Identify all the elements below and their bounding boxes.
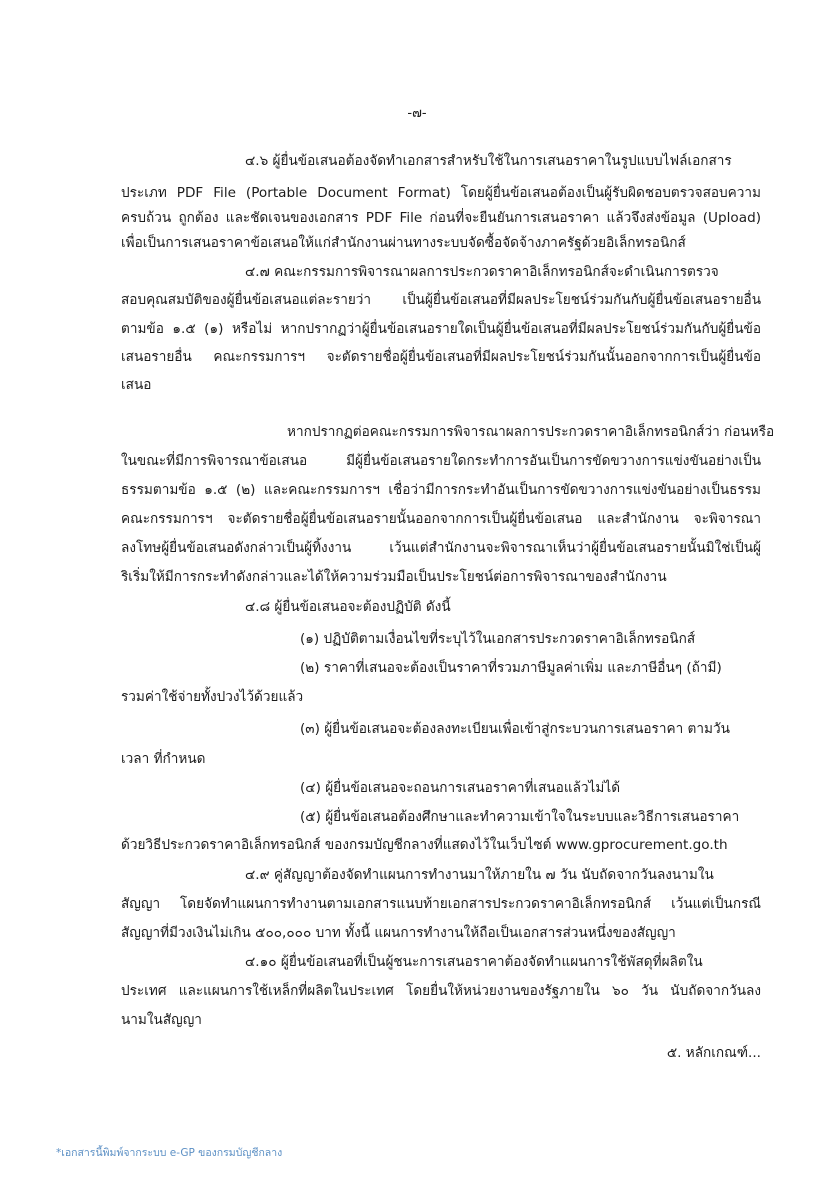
para-4-7-line-2: สอบคุณสมบัติของผู้ยื่นข้อเสนอแต่ละรายว่า เป็นผู้ยื่นข้อเสนอที่มีผลประโยชน์ร่วมกันกับผู้ยื่นข้อเสนอรายอื่น (121, 292, 761, 308)
page-number: -๗- (407, 106, 427, 121)
para-disclosure-line-5: ลงโทษผู้ยื่นข้อเสนอดังกล่าวเป็นผู้ทิ้งงาน เว้นแต่สำนักงานจะพิจารณาเห็นว่าผู้ยื่นข้อเสนอรายนั้นมิใช่เป็นผู้ (121, 540, 761, 556)
para-4-8-item-3: (๓) ผู้ยื่นข้อเสนอจะต้องลงทะเบียนเพื่อเข้าสู่กระบวนการเสนอราคา ตามวัน (300, 721, 730, 737)
footer-note: *เอกสารนี้พิมพ์จากระบบ e-GP ของกรมบัญชีกลาง (56, 1147, 283, 1159)
para-4-8-item-5: (๕) ผู้ยื่นข้อเสนอต้องศึกษาและทำความเข้าใจในระบบและวิธีการเสนอราคา (300, 809, 740, 825)
para-4-8-item-2-cont: รวมค่าใช้จ่ายทั้งปวงไว้ด้วยแล้ว (121, 689, 304, 705)
para-disclosure-line-6: ริเริ่มให้มีการกระทำดังกล่าวและได้ให้ความร่วมมือเป็นประโยชน์ต่อการพิจารณาของสำนักงาน (121, 569, 667, 585)
para-4-8-item-4: (๔) ผู้ยื่นข้อเสนอจะถอนการเสนอราคาที่เสนอแล้วไม่ได้ (300, 780, 621, 796)
para-4-8-item-2: (๒) ราคาที่เสนอจะต้องเป็นราคาที่รวมภาษีมูลค่าเพิ่ม และภาษีอื่นๆ (ถ้ามี) (300, 660, 722, 676)
para-4-8-item-3-cont: เวลา ที่กำหนด (121, 751, 206, 767)
para-4-9-line-2: สัญญา โดยจัดทำแผนการทำงานตามเอกสารแนบท้ายเอกสารประกวดราคาอิเล็กทรอนิกส์ เว้นแต่เป็นกรณี (121, 896, 761, 912)
para-4-7-line-3: ตามข้อ ๑.๕ (๑) หรือไม่ หากปรากฏว่าผู้ยื่นข้อเสนอรายใดเป็นผู้ยื่นข้อเสนอที่มีผลประโยชน์ร่วมกันกับผู้ยื่นข้อ (121, 321, 761, 337)
para-disclosure-line-3: ธรรมตามข้อ ๑.๕ (๒) และคณะกรรมการฯ เชื่อว่ามีการกระทำอันเป็นการขัดขวางการแข่งขันอย่างเป็นธรรม (121, 482, 761, 498)
para-4-8-item-5-cont: ด้วยวิธีประกวดราคาอิเล็กทรอนิกส์ ของกรมบัญชีกลางที่แสดงไว้ในเว็บไซต์ www.gprocurement.go.th (121, 837, 728, 853)
para-4-6-line-2: ประเภท PDF File (Portable Document Format) โดยผู้ยื่นข้อเสนอต้องเป็นผู้รับผิดชอบตรวจสอบความ (121, 185, 761, 201)
para-4-6-line-1: ๔.๖ ผู้ยื่นข้อเสนอต้องจัดทำเอกสารสำหรับใช้ในการเสนอราคาในรูปแบบไฟล์เอกสาร (245, 153, 732, 169)
para-4-8-heading: ๔.๘ ผู้ยื่นข้อเสนอจะต้องปฏิบัติ ดังนี้ (245, 599, 451, 615)
para-4-9-line-3: สัญญาที่มีวงเงินไม่เกิน ๕๐๐,๐๐๐ บาท ทั้งนี้ แผนการทำงานให้ถือเป็นเอกสารส่วนหนึ่งของสัญญา (121, 925, 676, 941)
para-disclosure-line-2: ในขณะที่มีการพิจารณาข้อเสนอ มีผู้ยื่นข้อเสนอรายใดกระทำการอันเป็นการขัดขวางการแข่งขันอย่างเป็น (121, 453, 761, 469)
para-4-10-line-1: ๔.๑๐ ผู้ยื่นข้อเสนอที่เป็นผู้ชนะการเสนอราคาต้องจัดทำแผนการใช้พัสดุที่ผลิตใน (245, 954, 703, 970)
para-4-6-line-4: เพื่อเป็นการเสนอราคาข้อเสนอให้แก่สำนักงานผ่านทางระบบจัดซื้อจัดจ้างภาครัฐด้วยอิเล็กทรอนิกส์ (121, 235, 686, 251)
continuation-marker: ๕. หลักเกณฑ์... (666, 1045, 761, 1061)
para-4-7-line-5: เสนอ (121, 377, 152, 393)
para-4-7-line-1: ๔.๗ คณะกรรมการพิจารณาผลการประกวดราคาอิเล็กทรอนิกส์จะดำเนินการตรวจ (245, 264, 719, 280)
para-4-9-line-1: ๔.๙ คู่สัญญาต้องจัดทำแผนการทำงานมาให้ภายใน ๗ วัน นับถัดจากวันลงนามใน (245, 867, 714, 883)
para-4-10-line-3: นามในสัญญา (121, 1012, 202, 1028)
para-disclosure-line-4: คณะกรรมการฯ จะตัดรายชื่อผู้ยื่นข้อเสนอรายนั้นออกจากการเป็นผู้ยื่นข้อเสนอ และสำนักงาน จะพิจารณา (121, 511, 761, 527)
para-4-6-line-3: ครบถ้วน ถูกต้อง และชัดเจนของเอกสาร PDF File ก่อนที่จะยืนยันการเสนอราคา แล้วจึงส่งข้อมูล (Upload) (121, 210, 761, 226)
para-disclosure-line-1: หากปรากฏต่อคณะกรรมการพิจารณาผลการประกวดราคาอิเล็กทรอนิกส์ว่า ก่อนหรือ (287, 424, 775, 440)
para-4-10-line-2: ประเทศ และแผนการใช้เหล็กที่ผลิตในประเทศ โดยยื่นให้หน่วยงานของรัฐภายใน ๖๐ วัน นับถัดจากวันลง (121, 983, 761, 999)
para-4-7-line-4: เสนอรายอื่น คณะกรรมการฯ จะตัดรายชื่อผู้ยื่นข้อเสนอที่มีผลประโยชน์ร่วมกันนั้นออกจากการเป็นผู้ยื่นข้อ (121, 349, 761, 365)
para-4-8-item-1: (๑) ปฏิบัติตามเงื่อนไขที่ระบุไว้ในเอกสารประกวดราคาอิเล็กทรอนิกส์ (300, 631, 696, 647)
